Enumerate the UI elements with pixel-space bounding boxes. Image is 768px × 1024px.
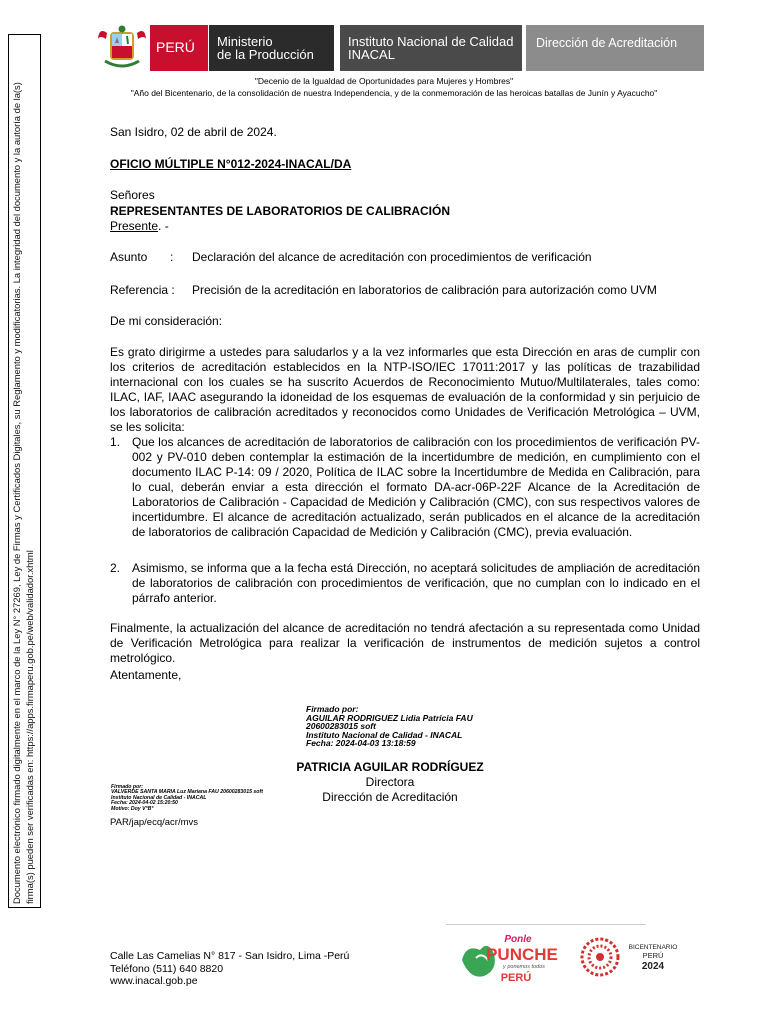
letter-oficio-number: OFICIO MÚLTIPLE N°012-2024-INACAL/DA [110, 157, 352, 171]
signer-role: Directora [365, 775, 415, 789]
punche-bot-text: PERÚ [500, 972, 532, 984]
referencia-text: Precisión de la acreditación en laboratorios de calibración para autorización como UVM [192, 283, 657, 297]
signer-name: PATRICIA AGUILAR RODRÍGUEZ [296, 760, 484, 774]
letter-closing: Atentamente, [110, 668, 182, 682]
letter-paragraph-final: Finalmente, la actualización del alcance de acreditación no tendrá afectación a su representada como Unidad de Verificación Metrológica para realizar la verificación de instrumentos de medición sujetos a control metrológico. [110, 621, 700, 665]
header-ministerio-block [209, 25, 334, 71]
stamp-line: Firmado por: [306, 704, 359, 714]
header-direccion-label: Dirección de Acreditación [536, 36, 678, 50]
letter-paragraph-1: Es grato dirigirme a ustedes para saludarlos y a la vez informarles que esta Dirección en aras de cumplir con los criterios de acreditación establecidos en la NTP-ISO/IEC 17011:2017 y las políticas de trazabilidad internacional con los cuales se ha suscrito Acuerdos de Reconocimiento Mutuo/Multilaterales, tales como: ILAC, IAF, IAAC asegurando la idoneidad de los esquemas de evaluación de la conformidad y sin perjuicio de los laboratorios de calibración acreditados y reconocidos como Unidades de Verificación Metrológica – UVM, se les solicita: [110, 345, 700, 434]
year-slogan: "Año del Bicentenario, de la consolidación de nuestra Independencia, y de la conmemoración de las heroicas batallas de Junín y Ayacucho" [130, 88, 658, 98]
footer-website: www.inacal.gob.pe [110, 975, 198, 987]
letter-greeting: De mi consideración: [110, 314, 223, 328]
presente-suffix: . - [158, 219, 169, 233]
sidebar-verification-text [10, 34, 42, 904]
list-item-text: Asimismo, se informa que a la fecha está Dirección, no aceptará solicitudes de ampliación de acreditación de laboratorios de calibración con procedimientos de verificación, que no cumplan con lo indicado en el párrafo anterior. [132, 561, 700, 605]
footer-address-block [110, 950, 349, 988]
header-ministerio-line2: de la Producción [217, 47, 314, 62]
bicent-line3: 2024 [641, 961, 665, 972]
list-item-number: 2. [110, 561, 121, 575]
bicent-line1: BICENTENARIO [628, 944, 678, 951]
letter-salutation: Señores [110, 188, 155, 202]
letter-presente [110, 219, 700, 234]
vb-stamp-line: Firmado por: [111, 784, 143, 790]
letter-recipients: REPRESENTANTES DE LABORATORIOS DE CALIBRACIÓN [110, 204, 451, 218]
header-instituto-line2: INACAL [348, 47, 395, 62]
stamp-line: AGUILAR RODRIGUEZ Lidia Patricia FAU [306, 712, 473, 723]
punche-small-text: y ponemos todos [503, 964, 545, 970]
vb-stamp-line: VALVERDE SANTA MARIA Luz Mariana FAU 20600283015 soft [111, 789, 263, 796]
list-item-number: 1. [110, 435, 121, 449]
stamp-line: 20600283015 soft [306, 721, 376, 731]
stamp-line: Instituto Nacional de Calidad - INACAL [306, 729, 463, 740]
ponle-punche-peru-logo-icon [458, 930, 558, 985]
punche-top-text: Ponle [504, 934, 532, 945]
footer-address: Calle Las Camelias N° 817 - San Isidro, Lima -Perú [110, 950, 350, 962]
vb-stamp [111, 785, 291, 812]
document-initials: PAR/jap/ecq/acr/mvs [110, 817, 198, 828]
footer-phone: Teléfono (511) 640 8820 [110, 962, 224, 975]
bicent-line2: PERÚ [642, 951, 664, 960]
decenio-slogan: "Decenio de la Igualdad de Oportunidades para Mujeres y Hombres" [254, 76, 514, 86]
sidebar-line-1: Documento electrónico firmado digitalmente en el marco de la Ley N° 27269, Ley de Firmas y Certificados Digitales, su Reglamento y modificatorias. La integridad del documento y la autoría de la(s) [11, 82, 22, 904]
asunto-text: Declaración del alcance de acreditación con procedimientos de verificación [192, 250, 592, 264]
punche-mid-text: PUNCHE [486, 945, 558, 964]
asunto-label: Asunto [110, 250, 148, 264]
list-item-text: Que los alcances de acreditación de laboratorios de calibración con los procedimientos de verificación PV-002 y PV-010 deben contemplar la estimación de la incertidumbre de medición, en cumplimiento con el documento ILAC P-14: 09 / 2020, Política de ILAC sobre la Incertidumbre de Medida en Calibración, para lo cual, deberán enviar a esta dirección el formato DA-acr-06P-22F Alcance de la Acreditación de Laboratorios de Calibración - Capacidad de Medición y Calibración (CMC), con sus respectivos valores de incertidumbre. El alcance de acreditación actualizado, serán publicados en el alcance de la acreditación de laboratorios de calibración Capacidad de Medición y Calibración (CMC), previa evaluación. [132, 435, 700, 539]
header-peru-label: PERÚ [156, 39, 195, 55]
header-instituto-line1: Instituto Nacional de Calidad [348, 34, 514, 49]
peru-coat-of-arms-icon [97, 25, 147, 71]
bicentenario-peru-2024-logo-icon [578, 932, 688, 982]
referencia-label: Referencia : [110, 283, 175, 297]
header-peru-block [150, 25, 208, 71]
header-instituto-block [340, 25, 522, 71]
signer-office: Dirección de Acreditación [322, 790, 458, 804]
letter-date: San Isidro, 02 de abril de 2024. [110, 125, 277, 139]
stamp-line: Fecha: 2024-04-03 13:18:59 [306, 738, 416, 748]
asunto-separator: : [170, 250, 174, 264]
vb-stamp-line: Motivo: Doy V°B° [111, 805, 154, 812]
footer-divider [446, 924, 646, 925]
header-ministerio-line1: Ministerio [217, 34, 273, 49]
vb-stamp-line: Fecha: 2024-04-02 15:20:50 [111, 800, 178, 807]
header-direccion-block [526, 25, 704, 71]
presente-word: Presente [110, 219, 159, 233]
vb-stamp-line: Instituto Nacional de Calidad - INACAL [111, 794, 207, 801]
signature-stamp [306, 705, 536, 748]
sidebar-line-2: firma(s) pueden ser verificadas en: https://apps.firmaperu.gob.pe/web/validador.xhtml [24, 550, 35, 904]
